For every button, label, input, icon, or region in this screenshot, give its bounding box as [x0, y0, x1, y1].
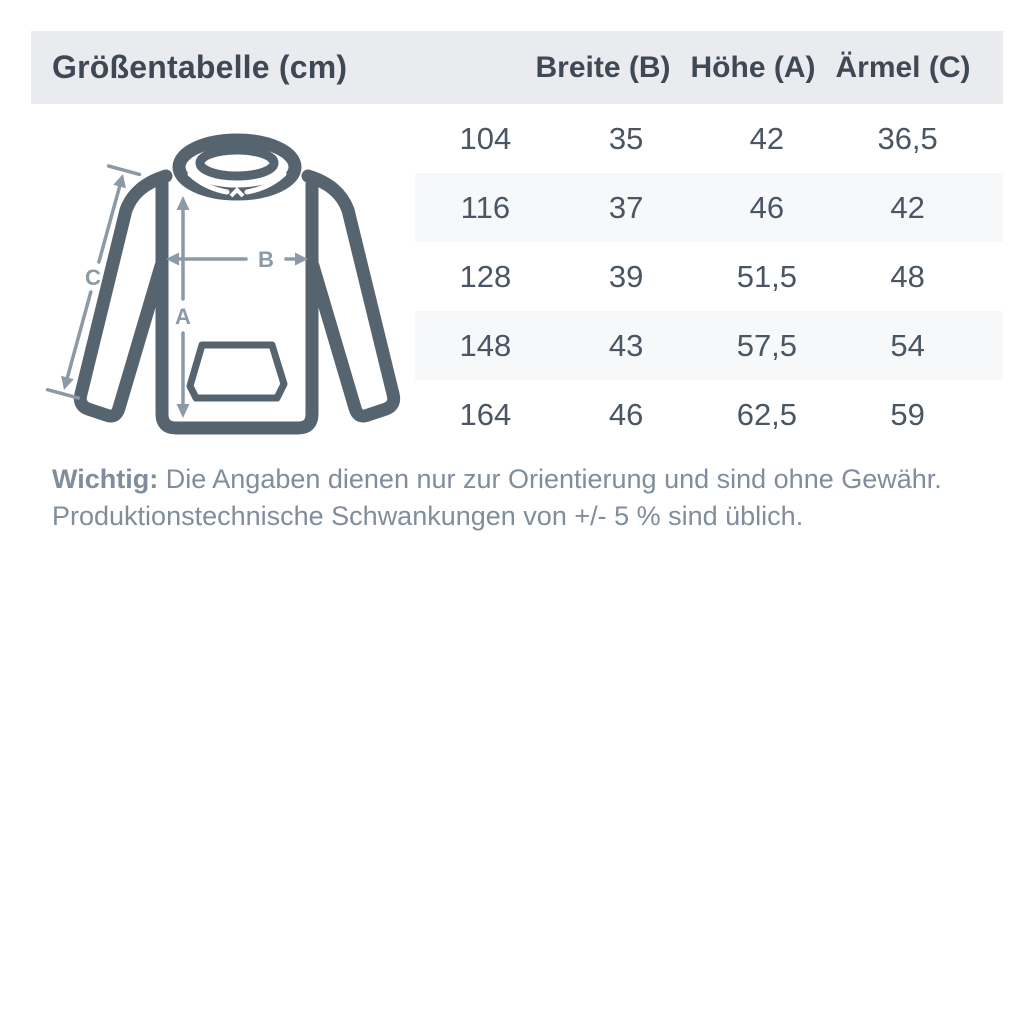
- size-cell: 116: [460, 189, 511, 225]
- disclaimer-line-2: Produktionstechnische Schwankungen von +/- 5 % sind üblich.: [52, 501, 804, 531]
- size-table: [415, 104, 1003, 449]
- breite-cell: 39: [608, 258, 644, 294]
- disclaimer: [52, 461, 982, 535]
- size-cell: 104: [459, 120, 512, 156]
- breite-cell: 46: [608, 396, 644, 432]
- table-row: [415, 173, 1003, 242]
- size-cell: 148: [459, 327, 512, 363]
- dim-c-line: [67, 292, 90, 378]
- column-header-breite: Breite (B): [535, 50, 671, 84]
- arrowhead-b-left: [166, 253, 179, 266]
- disclaimer-line-1: [52, 461, 982, 498]
- hoehe-cell: 42: [749, 120, 785, 156]
- dim-label-c: C: [85, 265, 101, 290]
- arrowhead-b-right: [295, 253, 308, 266]
- column-header-aermel: Ärmel (C): [835, 50, 971, 84]
- hoehe-cell: 57,5: [736, 327, 798, 363]
- size-cell: 128: [459, 258, 512, 294]
- breite-cell: 43: [608, 327, 644, 363]
- dim-c-tick-top: [109, 166, 140, 174]
- arrowhead-a-top: [177, 196, 190, 210]
- table-header: [31, 31, 1003, 104]
- arrowhead-c-top: [113, 174, 126, 188]
- disclaimer-text-1: Die Angaben dienen nur zur Orientierung und sind ohne Gewähr.: [165, 464, 942, 494]
- column-header-hoehe: Höhe (A): [690, 50, 816, 84]
- hood-center-notch: [231, 190, 243, 196]
- hoodie-torso: [162, 184, 312, 428]
- hood-outer-ring: [179, 140, 295, 194]
- hoodie-pocket: [190, 345, 284, 398]
- page-title: Größentabelle (cm): [52, 49, 348, 85]
- table-row: [415, 242, 1003, 311]
- hoehe-cell: 62,5: [736, 396, 798, 432]
- aermel-cell: 48: [890, 258, 925, 294]
- hoehe-cell: 46: [749, 189, 785, 225]
- aermel-cell: 54: [890, 327, 925, 363]
- breite-cell: 37: [608, 189, 644, 225]
- dim-label-a: A: [175, 304, 191, 329]
- hood-fold-left: [190, 174, 227, 192]
- arrowhead-a-bottom: [177, 404, 190, 418]
- arrowhead-c-bottom: [61, 376, 74, 390]
- hoodie-right-sleeve: [308, 176, 394, 416]
- aermel-cell: 59: [890, 396, 925, 432]
- breite-cell: 35: [608, 120, 644, 156]
- hood-opening: [200, 150, 274, 176]
- aermel-cell: 42: [890, 189, 925, 225]
- hood-fold-right: [247, 174, 284, 192]
- hoodie-left-sleeve: [80, 176, 166, 416]
- table-row: [415, 104, 1003, 173]
- dim-c-tick-bottom: [48, 390, 79, 398]
- table-row: [415, 380, 1003, 449]
- dim-label-b: B: [258, 247, 274, 272]
- hoehe-cell: 51,5: [736, 258, 798, 294]
- table-row: [415, 311, 1003, 380]
- dim-c-line: [99, 187, 120, 263]
- aermel-cell: 36,5: [877, 120, 938, 156]
- size-cell: 164: [459, 396, 512, 432]
- disclaimer-bold-label: Wichtig:: [52, 464, 159, 494]
